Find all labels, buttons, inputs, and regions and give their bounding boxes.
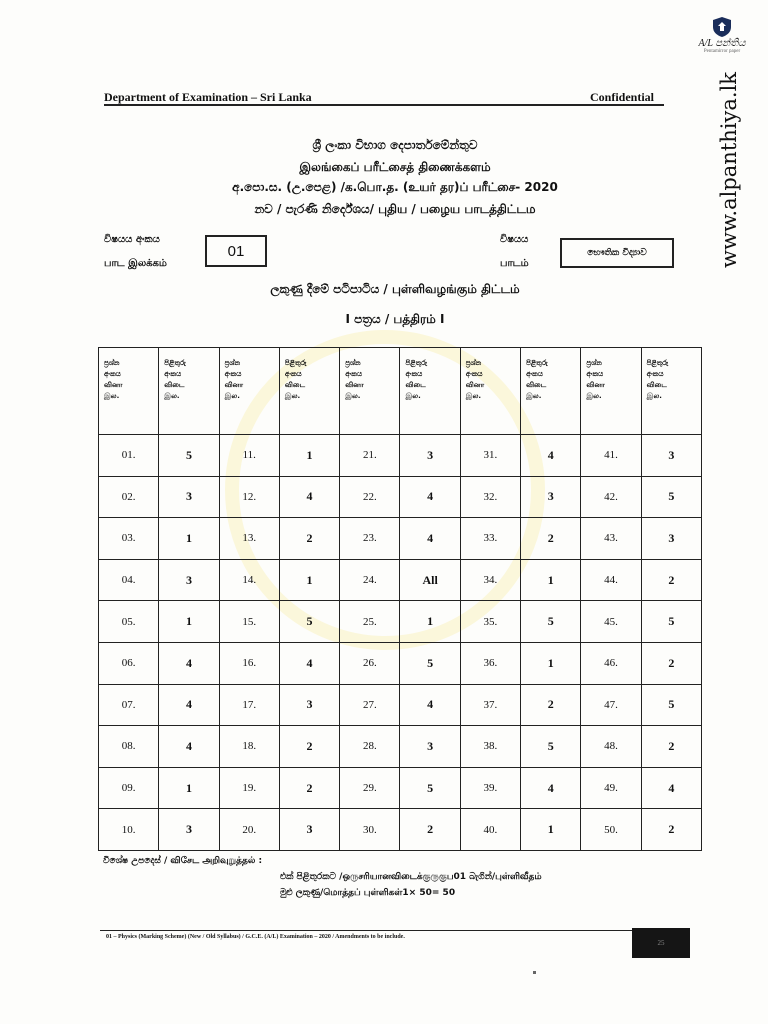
- question-number-header: [581, 348, 641, 435]
- question-number: 37.: [460, 684, 520, 726]
- header-line: இல.: [586, 392, 602, 400]
- answer-value: 2: [641, 809, 701, 851]
- question-number: 29.: [340, 767, 400, 809]
- answer-value: 2: [641, 726, 701, 768]
- answer-value: 2: [521, 518, 581, 560]
- header-line: අංකය: [646, 370, 664, 378]
- header-line: පිළිතුරු: [526, 359, 548, 367]
- marks-per-answer: එක් පිළිතුරකට /ஒருசரியானவிடைக்குருகுப01 බැගින්/புள்ளிவீதம்: [280, 872, 542, 882]
- question-number-header: [219, 348, 279, 435]
- question-number: 12.: [219, 476, 279, 518]
- header-line: අංකය: [164, 370, 182, 378]
- answer-value: 1: [159, 518, 219, 560]
- question-number: 33.: [460, 518, 520, 560]
- answer-table: [98, 347, 702, 851]
- question-number: 10.: [99, 809, 159, 851]
- question-number: 30.: [340, 809, 400, 851]
- header-line: இல.: [345, 392, 361, 400]
- answer-value: 3: [159, 809, 219, 851]
- header-line: இல.: [104, 392, 120, 400]
- header-line: வினா: [104, 381, 123, 389]
- answer-value: 4: [400, 476, 460, 518]
- vertical-url: www.alpanthiya.lk: [717, 71, 741, 268]
- question-number: 06.: [99, 642, 159, 684]
- header-line: අංකය: [465, 370, 483, 378]
- answer-value: 4: [279, 642, 339, 684]
- answer-value: 5: [159, 435, 219, 477]
- table-row: [99, 767, 702, 809]
- question-number: 28.: [340, 726, 400, 768]
- logo-subtext: Pentamirror paper: [703, 49, 741, 54]
- table-row: [99, 559, 702, 601]
- syllabus-title: නව / පැරණි නිර්දේශය/ புதிய / பழைய பாடத்திட்டம: [254, 202, 536, 216]
- header-line: ප්‍රශ්න: [345, 359, 361, 367]
- answer-value: 5: [641, 601, 701, 643]
- header-line: இல.: [646, 392, 662, 400]
- question-number: 34.: [460, 559, 520, 601]
- question-number: 07.: [99, 684, 159, 726]
- answer-value: 4: [159, 642, 219, 684]
- question-number: 49.: [581, 767, 641, 809]
- header-rule: [104, 104, 664, 106]
- answer-value: 3: [641, 518, 701, 560]
- answer-value: 3: [279, 684, 339, 726]
- table-row: [99, 435, 702, 477]
- header-line: අංකය: [284, 370, 302, 378]
- answer-number-header: [159, 348, 219, 435]
- question-number: 08.: [99, 726, 159, 768]
- question-number: 17.: [219, 684, 279, 726]
- header-line: අංකය: [526, 370, 543, 378]
- question-number: 18.: [219, 726, 279, 768]
- title-tamil: இலங்கைப் பரீட்சைத் திணைக்களம்: [299, 160, 491, 174]
- answer-value: 3: [279, 809, 339, 851]
- question-number: 13.: [219, 518, 279, 560]
- subject-name-box: භෞතික විද්‍යාව: [560, 238, 674, 268]
- header-line: வினா: [345, 381, 364, 389]
- header-line: ප්‍රශ්න: [465, 359, 482, 367]
- question-number: 04.: [99, 559, 159, 601]
- question-number: 32.: [460, 476, 520, 518]
- question-number: 25.: [340, 601, 400, 643]
- answer-number-header: [641, 348, 701, 435]
- header-line: விடை: [526, 381, 547, 389]
- question-number: 40.: [460, 809, 520, 851]
- header-line: இல.: [526, 392, 542, 400]
- question-number: 42.: [581, 476, 641, 518]
- answer-value: 4: [521, 435, 581, 477]
- answer-value: 3: [159, 476, 219, 518]
- header-line: අංකය: [345, 370, 362, 378]
- answer-value: 4: [521, 767, 581, 809]
- logo-text: A/L පන්තිය: [698, 38, 746, 49]
- question-number-header: [340, 348, 400, 435]
- answer-number-header: [400, 348, 460, 435]
- answer-value: 5: [400, 642, 460, 684]
- shield-icon: [711, 16, 733, 38]
- answer-value: 3: [521, 476, 581, 518]
- question-number: 36.: [460, 642, 520, 684]
- subject-name-label-ta: பாடம்: [500, 258, 529, 269]
- answer-value: 1: [521, 559, 581, 601]
- question-number: 19.: [219, 767, 279, 809]
- table-row: [99, 601, 702, 643]
- answer-value: 4: [641, 767, 701, 809]
- question-number: 26.: [340, 642, 400, 684]
- question-number: 16.: [219, 642, 279, 684]
- question-number: 47.: [581, 684, 641, 726]
- answer-value: 2: [641, 642, 701, 684]
- answer-value: 2: [641, 559, 701, 601]
- footer-rule: [100, 930, 690, 931]
- question-number: 38.: [460, 726, 520, 768]
- header-line: අංකය: [586, 370, 604, 378]
- question-number: 27.: [340, 684, 400, 726]
- question-number: 15.: [219, 601, 279, 643]
- header-line: පිළිතුරු: [405, 359, 428, 367]
- confidential-label: Confidential: [590, 90, 655, 104]
- table-row: [99, 518, 702, 560]
- header-line: இல.: [465, 392, 482, 400]
- header-line: விடை: [646, 381, 667, 389]
- answer-value: 1: [159, 601, 219, 643]
- answer-value: All: [400, 559, 460, 601]
- question-number: 43.: [581, 518, 641, 560]
- table-row: [99, 684, 702, 726]
- subject-code-label-ta: பாட இலக்கம்: [104, 258, 167, 269]
- header-line: ප්‍රශ්න: [224, 359, 241, 367]
- answer-value: 1: [279, 559, 339, 601]
- header-line: ප්‍රශ්න: [104, 359, 120, 367]
- header-line: පිළිතුරු: [284, 359, 307, 367]
- subject-code-box: 01: [205, 235, 267, 267]
- question-number: 23.: [340, 518, 400, 560]
- answer-number-header: [279, 348, 339, 435]
- question-number: 48.: [581, 726, 641, 768]
- exam-title: අ.පො.ස. (උ.පෙළ) /க.பொ.த. (உயர் தர)ப் பரீட்சை- 2020: [232, 180, 558, 194]
- question-number: 45.: [581, 601, 641, 643]
- question-number: 11.: [219, 435, 279, 477]
- question-number: 24.: [340, 559, 400, 601]
- answer-value: 5: [400, 767, 460, 809]
- answer-value: 1: [521, 642, 581, 684]
- paper-title: I පත්‍රය / பத்திரம் I: [345, 312, 445, 326]
- header-line: விடை: [405, 381, 426, 389]
- page-number: 25: [632, 928, 690, 958]
- question-number: 22.: [340, 476, 400, 518]
- header-line: ප්‍රශ්න: [586, 359, 602, 367]
- answer-value: 5: [279, 601, 339, 643]
- table-row: [99, 809, 702, 851]
- department-header: Department of Examination – Sri Lanka: [104, 90, 312, 104]
- question-number-header: [460, 348, 520, 435]
- question-number: 20.: [219, 809, 279, 851]
- footer-text: 01 – Physics (Marking Scheme) (New / Old Syllabus) / G.C.E. (A/L) Examination – 2020 / Amendments to be include.: [106, 934, 405, 940]
- marking-scheme-title: ලකුණු දීමේ පටිපාටිය / புள்ளிவழங்கும் திட்டம்: [270, 282, 520, 296]
- answer-value: 4: [279, 476, 339, 518]
- question-number: 35.: [460, 601, 520, 643]
- question-number: 50.: [581, 809, 641, 851]
- table-header-row: [99, 348, 702, 435]
- header-line: අංකය: [405, 370, 423, 378]
- question-number: 46.: [581, 642, 641, 684]
- header-line: வினா: [224, 381, 244, 389]
- header-line: வினா: [465, 381, 485, 389]
- question-number: 14.: [219, 559, 279, 601]
- header-line: පිළිතුරු: [646, 359, 669, 367]
- answer-value: 4: [159, 684, 219, 726]
- answer-value: 2: [279, 518, 339, 560]
- answer-value: 2: [279, 767, 339, 809]
- header-line: இல.: [224, 392, 240, 400]
- header-line: இல.: [164, 392, 180, 400]
- special-note-label: විශේෂ උපදෙස් / விசேட அறிவுறுத்தல் :: [103, 856, 263, 866]
- header-line: விடை: [164, 381, 185, 389]
- answer-value: 1: [521, 809, 581, 851]
- answer-value: 2: [279, 726, 339, 768]
- answer-value: 4: [400, 518, 460, 560]
- answer-value: 3: [159, 559, 219, 601]
- question-number: 05.: [99, 601, 159, 643]
- answer-value: 1: [279, 435, 339, 477]
- answer-value: 1: [400, 601, 460, 643]
- answer-value: 5: [641, 684, 701, 726]
- header-line: පිළිතුරු: [164, 359, 186, 367]
- subject-code-label-si: විෂයය අංකය: [104, 234, 160, 245]
- title-sinhala: ශ්‍රී ලංකා විභාග දෙපාර්තමේන්තුව: [312, 138, 478, 152]
- table-row: [99, 476, 702, 518]
- question-number: 01.: [99, 435, 159, 477]
- answer-value: 4: [159, 726, 219, 768]
- logo: [684, 16, 760, 54]
- header-line: අංකය: [104, 370, 121, 378]
- subject-name-label-si: විෂයය: [500, 234, 529, 245]
- answer-value: 3: [400, 726, 460, 768]
- question-number: 02.: [99, 476, 159, 518]
- header-line: இல.: [284, 392, 301, 400]
- question-number: 09.: [99, 767, 159, 809]
- answer-value: 5: [521, 726, 581, 768]
- header-line: இல.: [405, 392, 421, 400]
- table-row: [99, 726, 702, 768]
- header-line: விடை: [284, 381, 306, 389]
- table-row: [99, 642, 702, 684]
- answer-value: 3: [641, 435, 701, 477]
- answer-value: 3: [400, 435, 460, 477]
- question-number: 44.: [581, 559, 641, 601]
- question-number-header: [99, 348, 159, 435]
- header-line: வினா: [586, 381, 605, 389]
- question-number: 31.: [460, 435, 520, 477]
- answer-value: 2: [521, 684, 581, 726]
- answer-value: 5: [641, 476, 701, 518]
- question-number: 03.: [99, 518, 159, 560]
- header-line: අංකය: [224, 370, 242, 378]
- answer-number-header: [521, 348, 581, 435]
- question-number: 39.: [460, 767, 520, 809]
- answer-value: 2: [400, 809, 460, 851]
- answer-value: 5: [521, 601, 581, 643]
- answer-value: 1: [159, 767, 219, 809]
- total-marks: මුළු ලකුණු/மொத்தப் புள்ளிகள்1× 50= 50: [280, 888, 456, 898]
- question-number: 21.: [340, 435, 400, 477]
- stray-mark: [533, 971, 536, 974]
- question-number: 41.: [581, 435, 641, 477]
- answer-value: 4: [400, 684, 460, 726]
